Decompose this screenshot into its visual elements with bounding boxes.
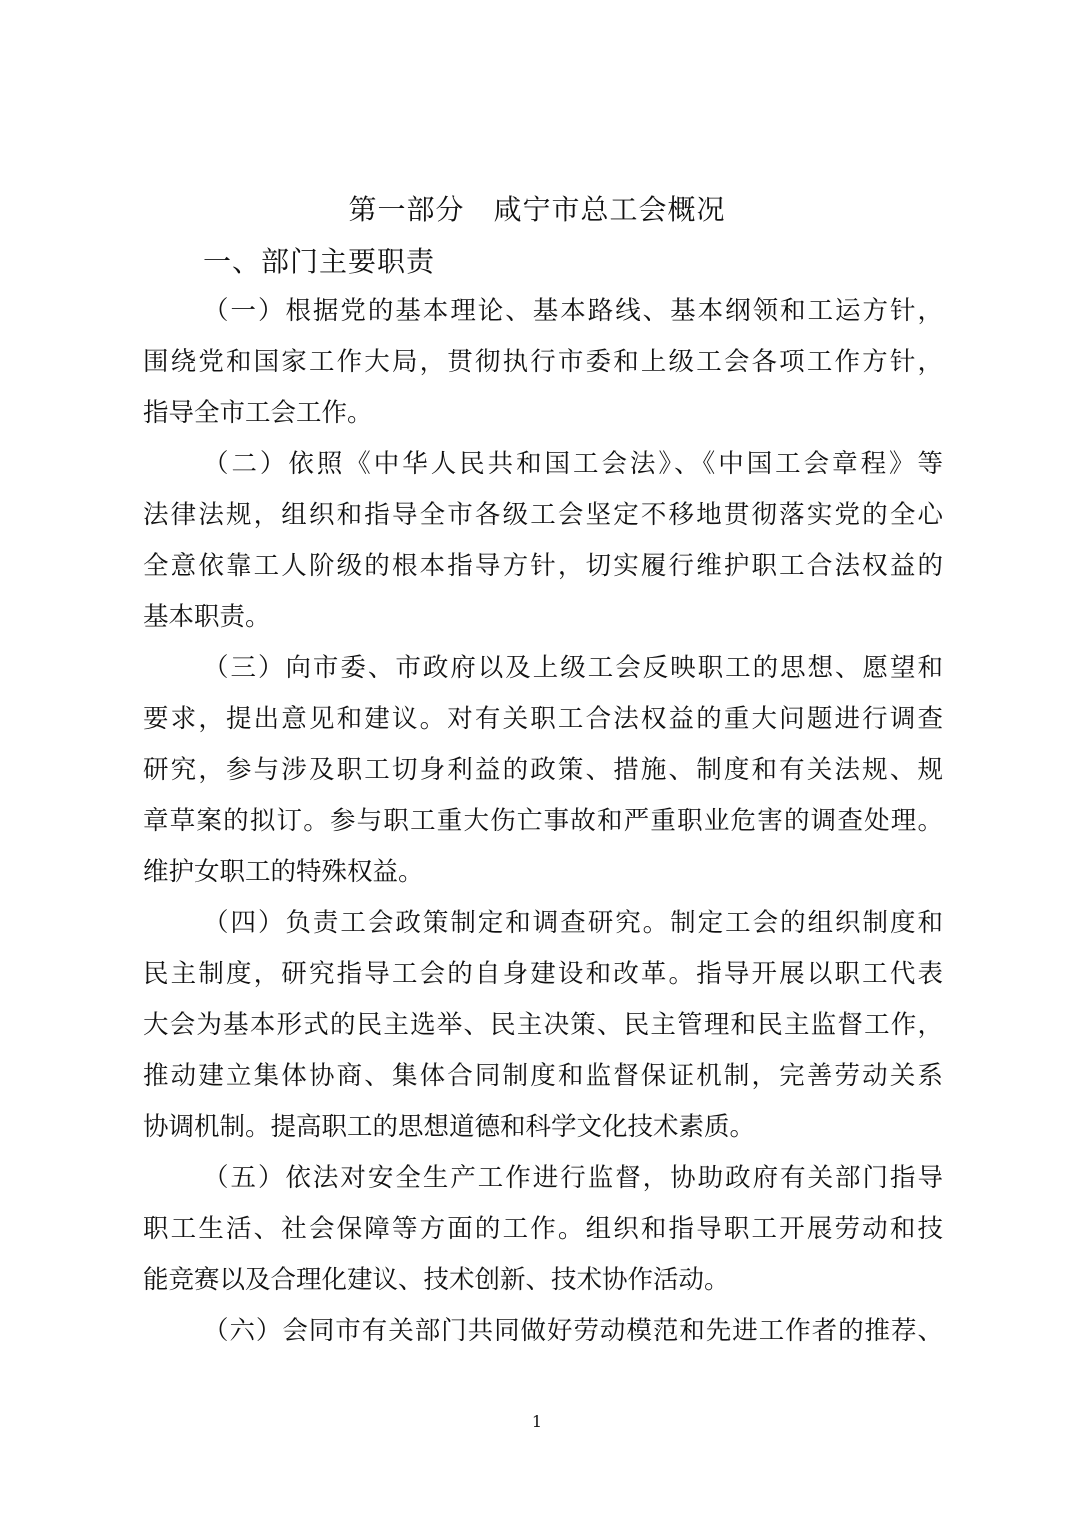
paragraph-2: [143, 439, 943, 643]
paragraph-line: 推动建立集体协商、集体合同制度和监督保证机制，完善劳动关系: [143, 1061, 943, 1091]
paragraph-line: 围绕党和国家工作大局，贯彻执行市委和上级工会各项工作方针，: [143, 347, 943, 377]
paragraph-line: 研究，参与涉及职工切身利益的政策、措施、制度和有关法规、规: [143, 755, 943, 785]
section-heading: 一、部门主要职责: [203, 245, 436, 278]
paragraph-line: 要求，提出意见和建议。对有关职工合法权益的重大问题进行调查: [143, 704, 943, 734]
paragraph-1: [143, 286, 943, 439]
paragraph-line: 维护女职工的特殊权益。: [143, 857, 424, 887]
paragraph-5: [143, 1153, 943, 1306]
paragraph-line: 大会为基本形式的民主选举、民主决策、民主管理和民主监督工作，: [143, 1010, 943, 1040]
page-number: 1: [531, 1412, 543, 1431]
paragraph-line: 民主制度，研究指导工会的自身建设和改革。指导开展以职工代表: [143, 959, 943, 989]
paragraph-line: 指导全市工会工作。: [143, 398, 373, 428]
paragraph-line: 能竞赛以及合理化建议、技术创新、技术协作活动。: [143, 1265, 730, 1295]
paragraph-line: 基本职责。: [143, 602, 271, 632]
paragraph-4: [143, 898, 943, 1153]
paragraph-line: 章草案的拟订。参与职工重大伤亡事故和严重职业危害的调查处理。: [143, 806, 943, 836]
paragraph-line: 法律法规，组织和指导全市各级工会坚定不移地贯彻落实党的全心: [143, 500, 943, 530]
paragraph-line: 协调机制。提高职工的思想道德和科学文化技术素质。: [143, 1112, 756, 1142]
paragraph-3: [143, 643, 943, 898]
paragraph-line: （六）会同市有关部门共同做好劳动模范和先进工作者的推荐、: [203, 1316, 943, 1346]
paragraph-line: （二）依照《中华人民共和国工会法》、《中国工会章程》等: [203, 449, 943, 479]
paragraph-line: （五）依法对安全生产工作进行监督，协助政府有关部门指导: [203, 1163, 943, 1193]
paragraph-line: （三）向市委、市政府以及上级工会反映职工的思想、愿望和: [203, 653, 943, 683]
page-title: 第一部分 咸宁市总工会概况: [348, 193, 726, 226]
paragraph-line: 职工生活、社会保障等方面的工作。组织和指导职工开展劳动和技: [143, 1214, 943, 1244]
paragraph-line: 全意依靠工人阶级的根本指导方针，切实履行维护职工合法权益的: [143, 551, 943, 581]
paragraph-line: （四）负责工会政策制定和调查研究。制定工会的组织制度和: [203, 908, 943, 938]
paragraph-6: [143, 1306, 943, 1357]
paragraph-line: （一）根据党的基本理论、基本路线、基本纲领和工运方针，: [203, 296, 943, 326]
